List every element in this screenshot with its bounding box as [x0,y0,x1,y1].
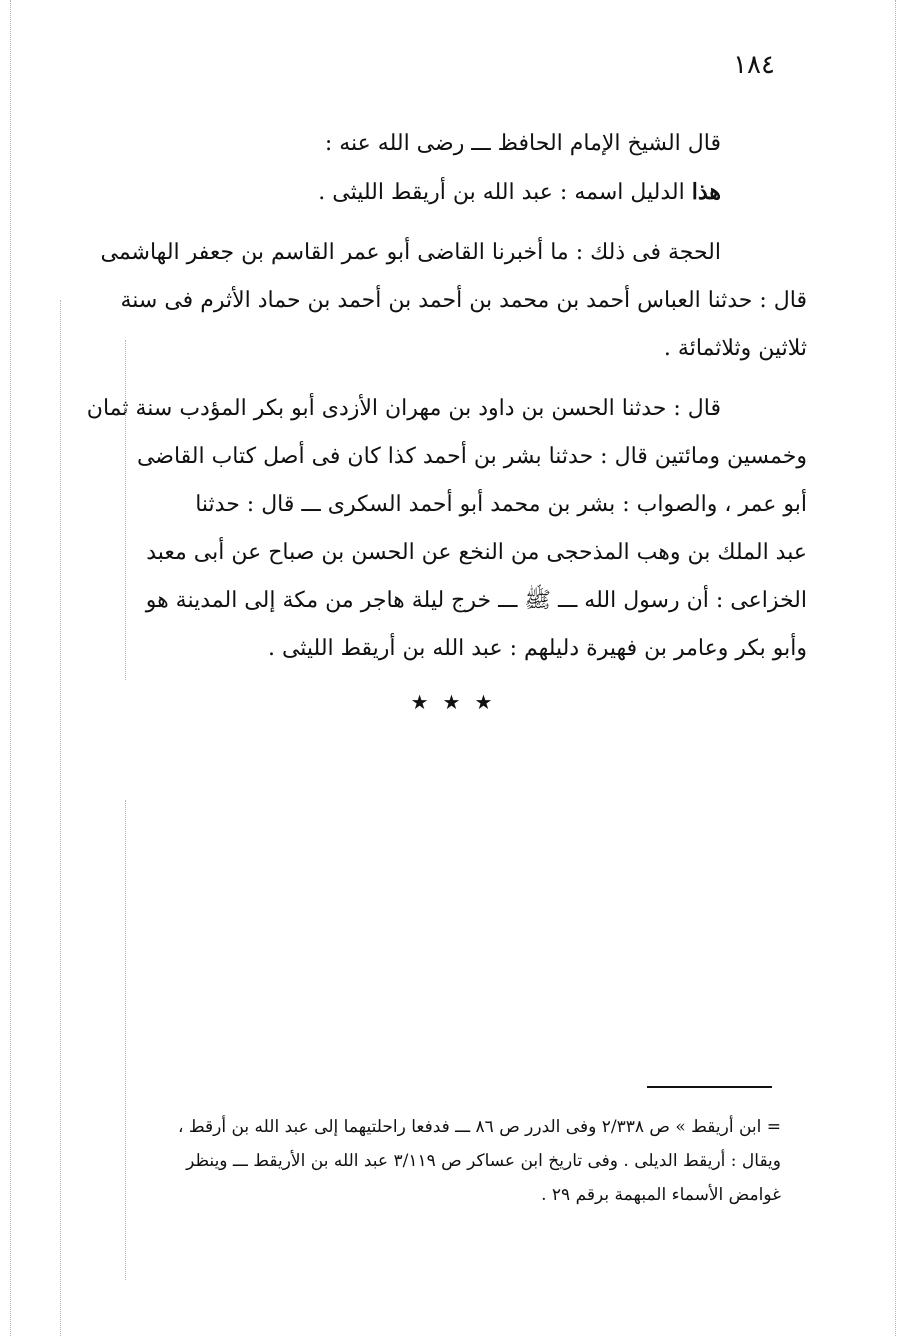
section-separator-stars: ★★★ [410,690,507,714]
main-text [86,120,807,685]
scan-artifact-line [125,340,127,680]
footnote-line-3: غوامض الأسماء المبهمة برقم ٢٩ . [541,1185,781,1205]
footnote-line-1: = ابن أريقط » ص ٢/٣٣٨ وفى الدرر ص ٨٦ ـــ فدفعا راحلتيهما إلى عبد الله بن أرقط ، [177,1117,781,1137]
paragraph-2-line-5: الخزاعى : أن رسول الله ـــ ﷺ ـــ خرج ليلة هاجر من مكة إلى المدينة هو [145,588,807,613]
intro-line-2 [107,168,807,217]
scan-artifact-line [125,800,127,1280]
paragraph-2-line-6: وأبو بكر وعامر بن فهيرة دليلهم : عبد الله بن أريقط الليثى . [267,636,807,661]
paragraph-1-line-3: ثلاثين وثلاثمائة . [663,336,807,361]
scan-artifact-line [895,0,897,1336]
intro-line-2-bold-word: هذا [691,179,721,205]
scan-artifact-line [60,300,62,1336]
paragraph-2-line-4: عبد الملك بن وهب المذحجى من النخع عن الحسن بن صباح عن أبى معبد [146,540,807,565]
paragraph-2-line-3: أبو عمر ، والصواب : بشر بن محمد أبو أحمد السكرى ـــ قال : حدثنا [195,492,807,517]
paragraph-2-line-2: وخمسين ومائتين قال : حدثنا بشر بن أحمد كذا كان فى أصل كتاب القاضى [136,444,807,469]
paragraph-1-line-2: قال : حدثنا العباس أحمد بن محمد بن أحمد بن أحمد بن حماد الأثرم فى سنة [120,288,807,313]
hadith-paragraph-2 [86,385,807,673]
intro-line-1: قال الشيخ الإمام الحافظ ـــ رضى الله عنه : [324,131,721,156]
intro-paragraph [107,120,807,217]
hadith-paragraph-1 [100,229,807,373]
footnote-line-2: ويقال : أريقط الديلى . وفى تاريخ ابن عساكر ص ٣/١١٩ عبد الله بن الأريقط ـــ وينظر [186,1151,781,1171]
intro-line-2-text: الدليل اسمه : عبد الله بن أريقط الليثى . [318,180,692,205]
scan-artifact-line [10,0,12,1336]
paragraph-1-line-1: الحجة فى ذلك : ما أخبرنا القاضى أبو عمر القاسم بن جعفر الهاشمى [100,240,721,265]
page-number: ١٨٤ [733,50,775,80]
footnote [131,1110,781,1212]
paragraph-2-line-1: قال : حدثنا الحسن بن داود بن مهران الأزدى أبو بكر المؤدب سنة ثمان [86,396,721,421]
footnote-divider [647,1086,772,1088]
